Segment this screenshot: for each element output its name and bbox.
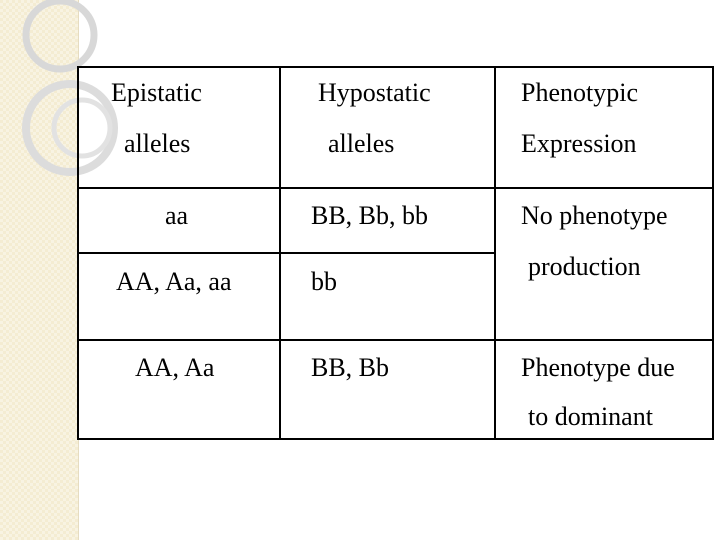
row-divider [77,339,714,341]
phenotype-2-line1: Phenotype due [521,353,675,382]
row1-epistatic: aa [165,201,189,230]
table-border-right [712,66,714,440]
phenotype-1-line2: production [528,252,641,281]
row3-hypostatic: BB, Bb [311,353,390,382]
row3-epistatic: AA, Aa [135,353,215,382]
phenotype-2-line2: to dominant [528,402,653,431]
header-hypostatic-line1: Hypostatic [318,78,431,107]
table-border-bottom [77,438,714,440]
header-divider [77,187,714,189]
header-phenotypic-line2: Expression [521,129,637,158]
row2-epistatic: AA, Aa, aa [116,267,232,296]
row-divider [77,252,496,254]
header-epistatic-line2: alleles [124,129,191,158]
phenotype-1-line1: No phenotype [521,201,668,230]
table-border-top [77,66,714,68]
row1-hypostatic: BB, Bb, bb [311,201,429,230]
header-hypostatic-line2: alleles [328,129,395,158]
row2-hypostatic: bb [311,267,337,296]
header-epistatic-line1: Epistatic [111,78,202,107]
header-phenotypic-line1: Phenotypic [521,78,638,107]
